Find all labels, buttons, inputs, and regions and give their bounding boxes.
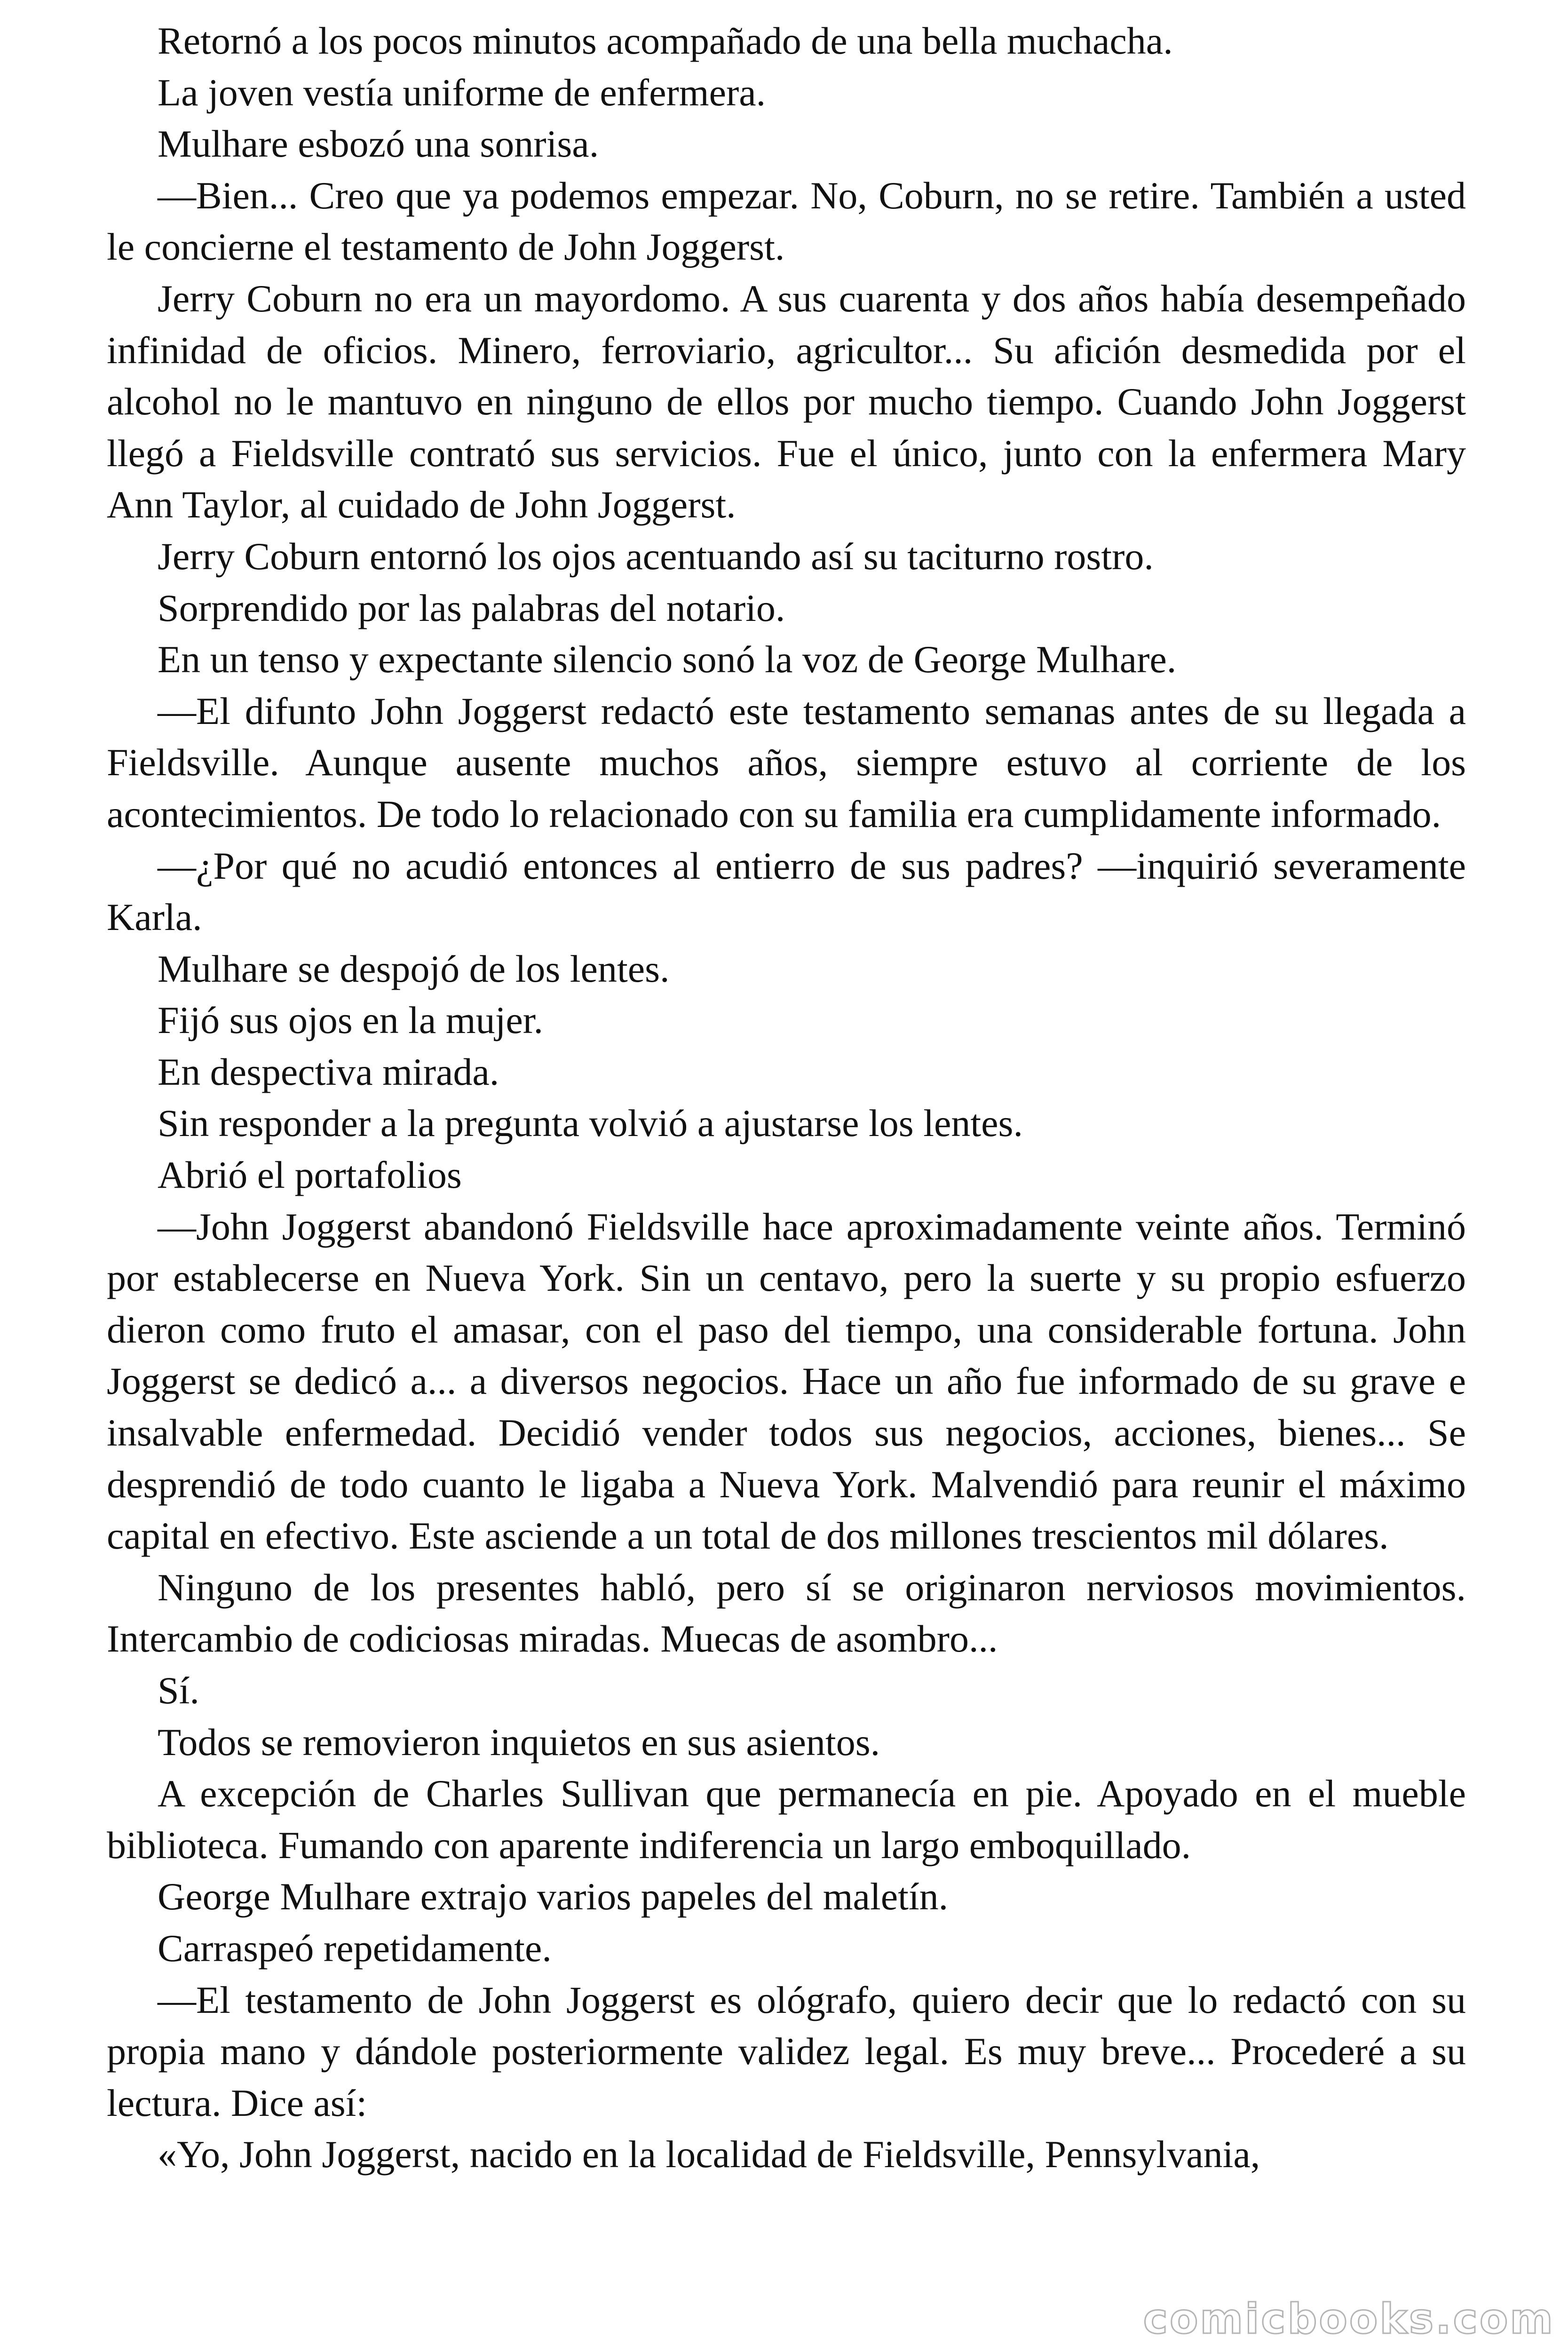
paragraph: Jerry Coburn no era un mayordomo. A sus cuarenta y dos años había desempeñado infinidad de oficios. Minero, ferroviario, agricultor... Su afición desmedida por el alcohol no le mantuvo en ninguno de ellos por mucho tiempo. Cuando John Joggerst llegó a Fieldsville contrató sus servicios. Fue el único, junto con la enfermera Mary Ann Taylor, al cuidado de John Joggerst. xyxy=(107,277,1466,526)
paragraph: Carraspeó repetidamente. xyxy=(158,1926,552,1970)
paragraph: George Mulhare extrajo varios papeles del maletín. xyxy=(158,1875,949,1918)
watermark-text: comicbooks.com xyxy=(1143,2295,1555,2343)
paragraph: Sorprendido por las palabras del notario. xyxy=(158,586,785,629)
watermark xyxy=(1143,2292,1560,2344)
paragraph: Abrió el portafolios xyxy=(158,1153,462,1197)
paragraph: Todos se removieron inquietos en sus asientos. xyxy=(158,1720,880,1764)
page-body xyxy=(107,15,1466,2180)
paragraph: Retornó a los pocos minutos acompañado de una bella muchacha. xyxy=(158,19,1173,62)
paragraph: —El difunto John Joggerst redactó este testamento semanas antes de su llegada a Fieldsville. Aunque ausente muchos años, siempre estuvo al corriente de los acontecimientos. De todo lo relacionado con su familia era cumplidamente informado. xyxy=(107,689,1466,835)
paragraph: Mulhare esbozó una sonrisa. xyxy=(158,122,599,166)
paragraph: —¿Por qué no acudió entonces al entierro de sus padres? —inquirió severamente Karla. xyxy=(107,844,1466,939)
paragraph: Fijó sus ojos en la mujer. xyxy=(158,999,543,1042)
paragraph: Mulhare se despojó de los lentes. xyxy=(158,947,670,990)
paragraph: La joven vestía uniforme de enfermera. xyxy=(158,71,766,114)
paragraph: Sí. xyxy=(158,1669,199,1712)
paragraph: —El testamento de John Joggerst es ológrafo, quiero decir que lo redactó con su propia mano y dándole posteriormente validez legal. Es muy breve... Procederé a su lectura. Dice así: xyxy=(107,1978,1466,2124)
paragraph: Sin responder a la pregunta volvió a ajustarse los lentes. xyxy=(158,1102,1023,1145)
paragraph: A excepción de Charles Sullivan que permanecía en pie. Apoyado en el mueble biblioteca. Fumando con aparente indiferencia un largo emboquillado. xyxy=(107,1772,1466,1867)
paragraph: Jerry Coburn entornó los ojos acentuando así su taciturno rostro. xyxy=(158,534,1154,578)
paragraph: «Yo, John Joggerst, nacido en la localidad de Fieldsville, Pennsylvania, xyxy=(158,2133,1260,2176)
paragraph: —John Joggerst abandonó Fieldsville hace aproximadamente veinte años. Terminó por establecerse en Nueva York. Sin un centavo, pero la suerte y su propio esfuerzo dieron como fruto el amasar, con el paso del tiempo, una considerable fortuna. John Joggerst se dedicó a... a diversos negocios. Hace un año fue informado de su grave e insalvable enfermedad. Decidió vender todos sus negocios, acciones, bienes... Se desprendió de todo cuanto le ligaba a Nueva York. Malvendió para reunir el máximo capital en efectivo. Este asciende a un total de dos millones trescientos mil dólares. xyxy=(107,1205,1466,1557)
paragraph: Ninguno de los presentes habló, pero sí se originaron nerviosos movimientos. Intercambio de codiciosas miradas. Muecas de asombro... xyxy=(107,1565,1466,1661)
paragraph: —Bien... Creo que ya podemos empezar. No, Coburn, no se retire. También a usted le concierne el testamento de John Joggerst. xyxy=(107,174,1466,269)
paragraph: En despectiva mirada. xyxy=(158,1050,499,1093)
paragraph: En un tenso y expectante silencio sonó la voz de George Mulhare. xyxy=(158,638,1177,681)
